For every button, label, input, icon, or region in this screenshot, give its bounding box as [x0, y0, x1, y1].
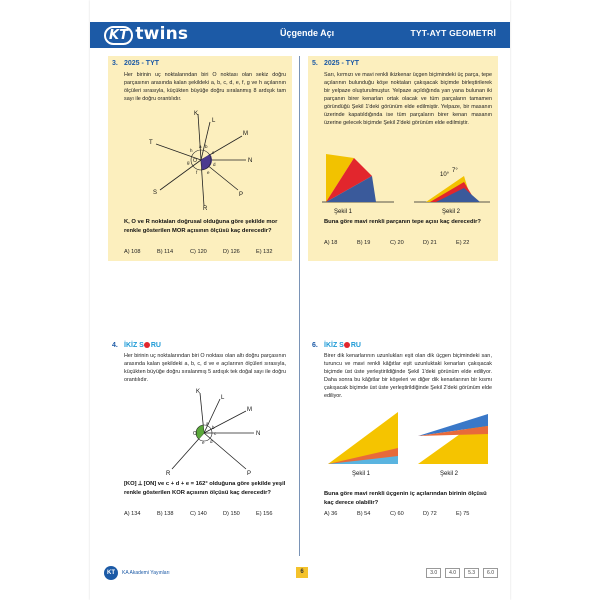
twin-o-icon [344, 342, 350, 348]
logo-prefix: KT [104, 26, 133, 45]
label-l: L [212, 118, 216, 124]
question-4-prompt: [KO] ⟂ [ON] ve c + d + e = 162° olduğuna göre şekilde yeşil renkle gösterilen KOR açısının ölçüsü kaç derecedir? [124, 481, 286, 496]
ray-ol [201, 122, 210, 160]
ray-os [160, 160, 201, 190]
answer-id: 4.0 [445, 568, 460, 578]
question-4-body: Her birinin uç noktalarından biri O noktası olan altı doğru parçasının arasında kalan şekildeki a, b, c, d ve e açılarının ölçüleri sırasıyla, küçükten büyüğe doğru sıralanmış 5 ardışık tek doğal sayı ile doğru orantılıdır. [124, 353, 286, 383]
question-6-body: Birer dik kenarlarının uzunlukları eşit olan dik üçgen biçimindeki sarı, turuncu ve mavi renkli kâğıtlar eşit uzunluktaki kenarları çakışacak biçimde üst üste yerleştirildiğinde Şekil 1'deki görünüm elde ediliyor. Daha sonra bu kâğıtlar bir köşeleri ve diğer dik kenarlarının bir kısmı çakışacak biçimde üst üste yerleştirildiğinde Şekil 2'deki görünüm elde ediliyor. [324, 353, 492, 399]
ray-om [204, 411, 246, 433]
label-k: K [196, 389, 201, 395]
twin-question-badge [124, 342, 161, 349]
fig2-label: Şekil 2 [442, 209, 461, 215]
question-4-options [124, 511, 289, 517]
label-m: M [243, 131, 248, 137]
question-5-body: Sarı, kırmızı ve mavi renkli ikizkenar üçgen biçimindeki üç parça, tepe açılarının bulunduğu köşe noktaları çakışacak biçimde birleştirilerek bir yelpaze oluşturulmuştur. Yelpaze açıldığında yan yana bulunan iki parçanın birer kenarları ortak olacak ve tüm parçaların tamamen göründüğü Şekil 1'deki görünüm elde edilmiştir. Yelpaze, bir masanın üzerinde kapatıldığında ise tüm parçaların birer kenarı masanın üzerine gelecek biçimde Şekil 2'deki görünüm elde edilmiştir. [324, 72, 492, 126]
label-r: R [203, 206, 208, 210]
angle-d: d [210, 439, 213, 444]
question-5-figure [318, 150, 494, 216]
angle-b: b [205, 144, 208, 149]
column-divider [299, 56, 300, 556]
option-c[interactable]: C) 60 [390, 511, 404, 517]
twin-question-badge [324, 342, 361, 349]
question-5-options [324, 240, 489, 246]
option-d[interactable]: D) 72 [423, 511, 437, 517]
course-title: TYT-AYT GEOMETRİ [410, 28, 496, 38]
logo-name: twins [135, 24, 189, 44]
page-header [90, 22, 510, 48]
question-3-body: Her birinin uç noktalarından biri O noktası olan sekiz doğru parçasının arasında kalan şekildeki a, b, c, d, e, f, g ve h açılarının ölçüleri sırasıyla, küçükten büyüğe doğru sıralanmış 8 ardışık tam sayı ile doğru orantılıdır. [124, 72, 286, 102]
option-d[interactable]: D) 126 [223, 249, 240, 255]
angle-a: a [199, 144, 202, 149]
question-4-figure [158, 387, 268, 477]
label-n: N [256, 431, 261, 437]
angle-b: b [212, 425, 215, 430]
option-c[interactable]: C) 140 [190, 511, 207, 517]
footer-logo: KT [104, 566, 118, 580]
question-4-number: 4. [112, 342, 118, 349]
fig2-label: Şekil 2 [440, 471, 459, 477]
option-c[interactable]: C) 120 [190, 249, 207, 255]
option-b[interactable]: B) 114 [157, 249, 174, 255]
angle-h: h [190, 148, 193, 153]
topic-title: Üçgende Açı [280, 28, 335, 38]
option-d[interactable]: D) 21 [423, 240, 437, 246]
question-3-prompt: K, O ve R noktaları doğrusal olduğuna göre şekilde mor renkle gösterilen MOR açısının ölçüsü kaç derecedir? [124, 219, 278, 234]
label-n: N [248, 158, 253, 164]
option-d[interactable]: D) 150 [223, 511, 240, 517]
label-l: L [221, 395, 225, 401]
answer-id: 3.0 [426, 568, 441, 578]
option-e[interactable]: E) 156 [256, 511, 273, 517]
angle-7-label: 7° [452, 168, 458, 174]
question-3-number: 3. [112, 60, 118, 67]
question-6-figure [322, 408, 498, 478]
label-o: O [193, 431, 197, 437]
angle-e: e [202, 440, 205, 445]
label-r: R [166, 471, 171, 477]
option-a[interactable]: A) 134 [124, 511, 141, 517]
label-t: T [149, 140, 153, 146]
question-5-number: 5. [312, 60, 318, 67]
option-a[interactable]: A) 18 [324, 240, 338, 246]
fig1-label: Şekil 1 [352, 471, 371, 477]
angle-d: d [213, 162, 216, 167]
angle-a: a [206, 421, 209, 426]
option-e[interactable]: E) 132 [256, 249, 273, 255]
option-e[interactable]: E) 75 [456, 511, 470, 517]
question-6-options [324, 511, 489, 517]
page-number: 6 [296, 567, 308, 578]
option-b[interactable]: B) 138 [157, 511, 174, 517]
twin-o-icon [144, 342, 150, 348]
option-b[interactable]: B) 19 [357, 240, 371, 246]
label-k: K [194, 111, 199, 117]
twin-label-end: RU [350, 342, 361, 349]
twin-label-start: İKİZ S [324, 342, 344, 349]
question-3-source: 2025 - TYT [124, 60, 160, 67]
angle-f: f [196, 170, 198, 175]
option-c[interactable]: C) 20 [390, 240, 404, 246]
answer-id: 6.0 [483, 568, 498, 578]
label-m: M [247, 407, 252, 413]
fig1-label: Şekil 1 [334, 209, 353, 215]
question-5-source: 2025 - TYT [324, 60, 360, 67]
twin-label-start: İKİZ S [124, 342, 144, 349]
angle-10-label: 10° [440, 172, 450, 178]
question-6-number: 6. [312, 342, 318, 349]
twin-label-end: RU [150, 342, 161, 349]
answer-id: 5.3 [464, 568, 479, 578]
angle-c: c [212, 150, 215, 155]
brand-logo [104, 24, 188, 44]
exam-page [90, 0, 510, 600]
label-o: O [193, 158, 197, 164]
label-s: S [153, 190, 158, 196]
publisher-name: KA Akademi Yayınları [122, 570, 170, 576]
label-p: P [247, 471, 252, 477]
question-6-prompt: Buna göre mavi renkli üçgenin iç açılarından birinin ölçüsü kaç derece olabilir? [324, 491, 487, 506]
angle-g: g [187, 160, 190, 165]
angle-c: c [214, 431, 217, 436]
ray-ok [198, 114, 201, 160]
answer-key-ids [426, 568, 498, 578]
option-a[interactable]: A) 36 [324, 511, 338, 517]
option-e[interactable]: E) 22 [456, 240, 470, 246]
question-3-figure [146, 110, 256, 210]
question-5-prompt: Buna göre mavi renkli parçanın tepe açısı kaç derecedir? [324, 219, 481, 225]
angle-e: e [207, 170, 210, 175]
label-p: P [239, 192, 244, 198]
option-a[interactable]: A) 108 [124, 249, 141, 255]
question-3-options [124, 249, 289, 255]
option-b[interactable]: B) 54 [357, 511, 371, 517]
